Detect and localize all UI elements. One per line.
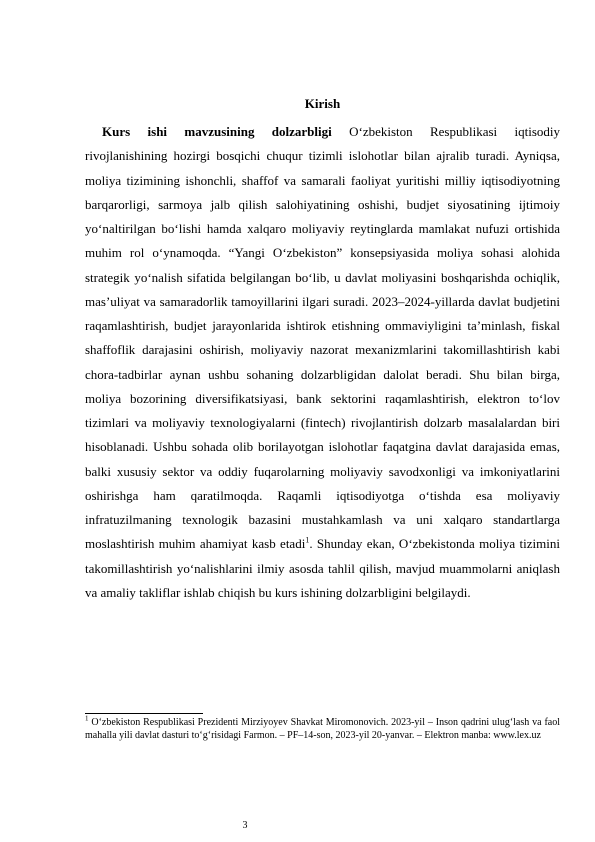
footnote <box>85 716 560 742</box>
lead-phrase: Kurs ishi mavzusining dolzarbligi <box>102 124 332 139</box>
body-text-part2: . Shunday ekan, O‘zbekistonda moliya tizimini takomillashtirish yo‘nalishlarini ilmiy asosda tahlil qilish, mavjud muammolarni aniqlash va amaliy takliflar ishlab chiqish bu kurs ishining dolzarbligini belgilaydi. <box>85 536 560 600</box>
footnote-separator <box>85 713 203 714</box>
body-paragraph <box>85 120 560 605</box>
footnote-reference[interactable]: 1 <box>305 535 310 545</box>
section-heading: Kirish <box>304 96 341 111</box>
page-number: 3 <box>242 820 248 831</box>
footnote-text: O‘zbekiston Respublikasi Prezidenti Mirziyoyev Shavkat Miromonovich. 2023-yil – Inson qadrini ulug‘lash va faol mahalla yili davlat dasturi to‘g‘risidagi Farmon. – PF–14-son, 2023-yil 20-yanvar. – Elektron manba: www.lex.uz <box>85 717 560 741</box>
body-text-part1: O‘zbekiston Respublikasi iqtisodiy rivojlanishining hozirgi bosqichi chuqur tizimli islohotlar bilan ajralib turadi. Ayniqsa, moliya tizimining ishonchli, shaffof va samarali faoliyat yuritishi milliy iqtisodiyotning barqarorligi, sarmoya jalb qilish salohiyatining oshishi, budjet siyosatining ijtimoiy yo‘naltirilgan bo‘lishi hamda xalqaro moliyaviy reytinglarda mamlakat nufuzi ortishida muhim rol o‘ynamoqda. “Yangi O‘zbekiston” konsepsiyasida moliya sohasi alohida strategik yo‘nalish sifatida belgilangan bo‘lib, u davlat moliyasini boshqarishda ochiqlik, mas’uliyat va samaradorlik tamoyillarini ilgari suradi. 2023–2024-yillarda davlat budjetini raqamlashtirish, budjet jarayonlarida ishtirok etishning ommaviyligini ta’minlash, fiskal shaffoflik darajasini oshirish, moliyaviy nazorat mexanizmlarini takomillashtirish kabi chora-tadbirlar aynan ushbu sohaning dolzarbligidan dalolat beradi. Shu bilan birga, moliya bozorining diversifikatsiyasi, bank sektorini raqamlashtirish, elektron to‘lov tizimlari va moliyaviy texnologiyalarni (fintech) rivojlantirish dolzarb masalalardan biri hisoblanadi. Ushbu sohada olib borilayotgan islohotlar faqatgina davlat darajasida emas, balki xususiy sektor va oddiy fuqarolarning moliyaviy savodxonligi va imkoniyatlarini oshirishga ham qaratilmoqda. Raqamli iqtisodiyotga o‘tishda esa moliyaviy infratuzilmaning texnologik bazasini mustahkamlash va uni xalqaro standartlarga moslashtirish muhim ahamiyat kasb etadi <box>85 124 561 552</box>
footnote-mark: 1 <box>85 714 89 723</box>
